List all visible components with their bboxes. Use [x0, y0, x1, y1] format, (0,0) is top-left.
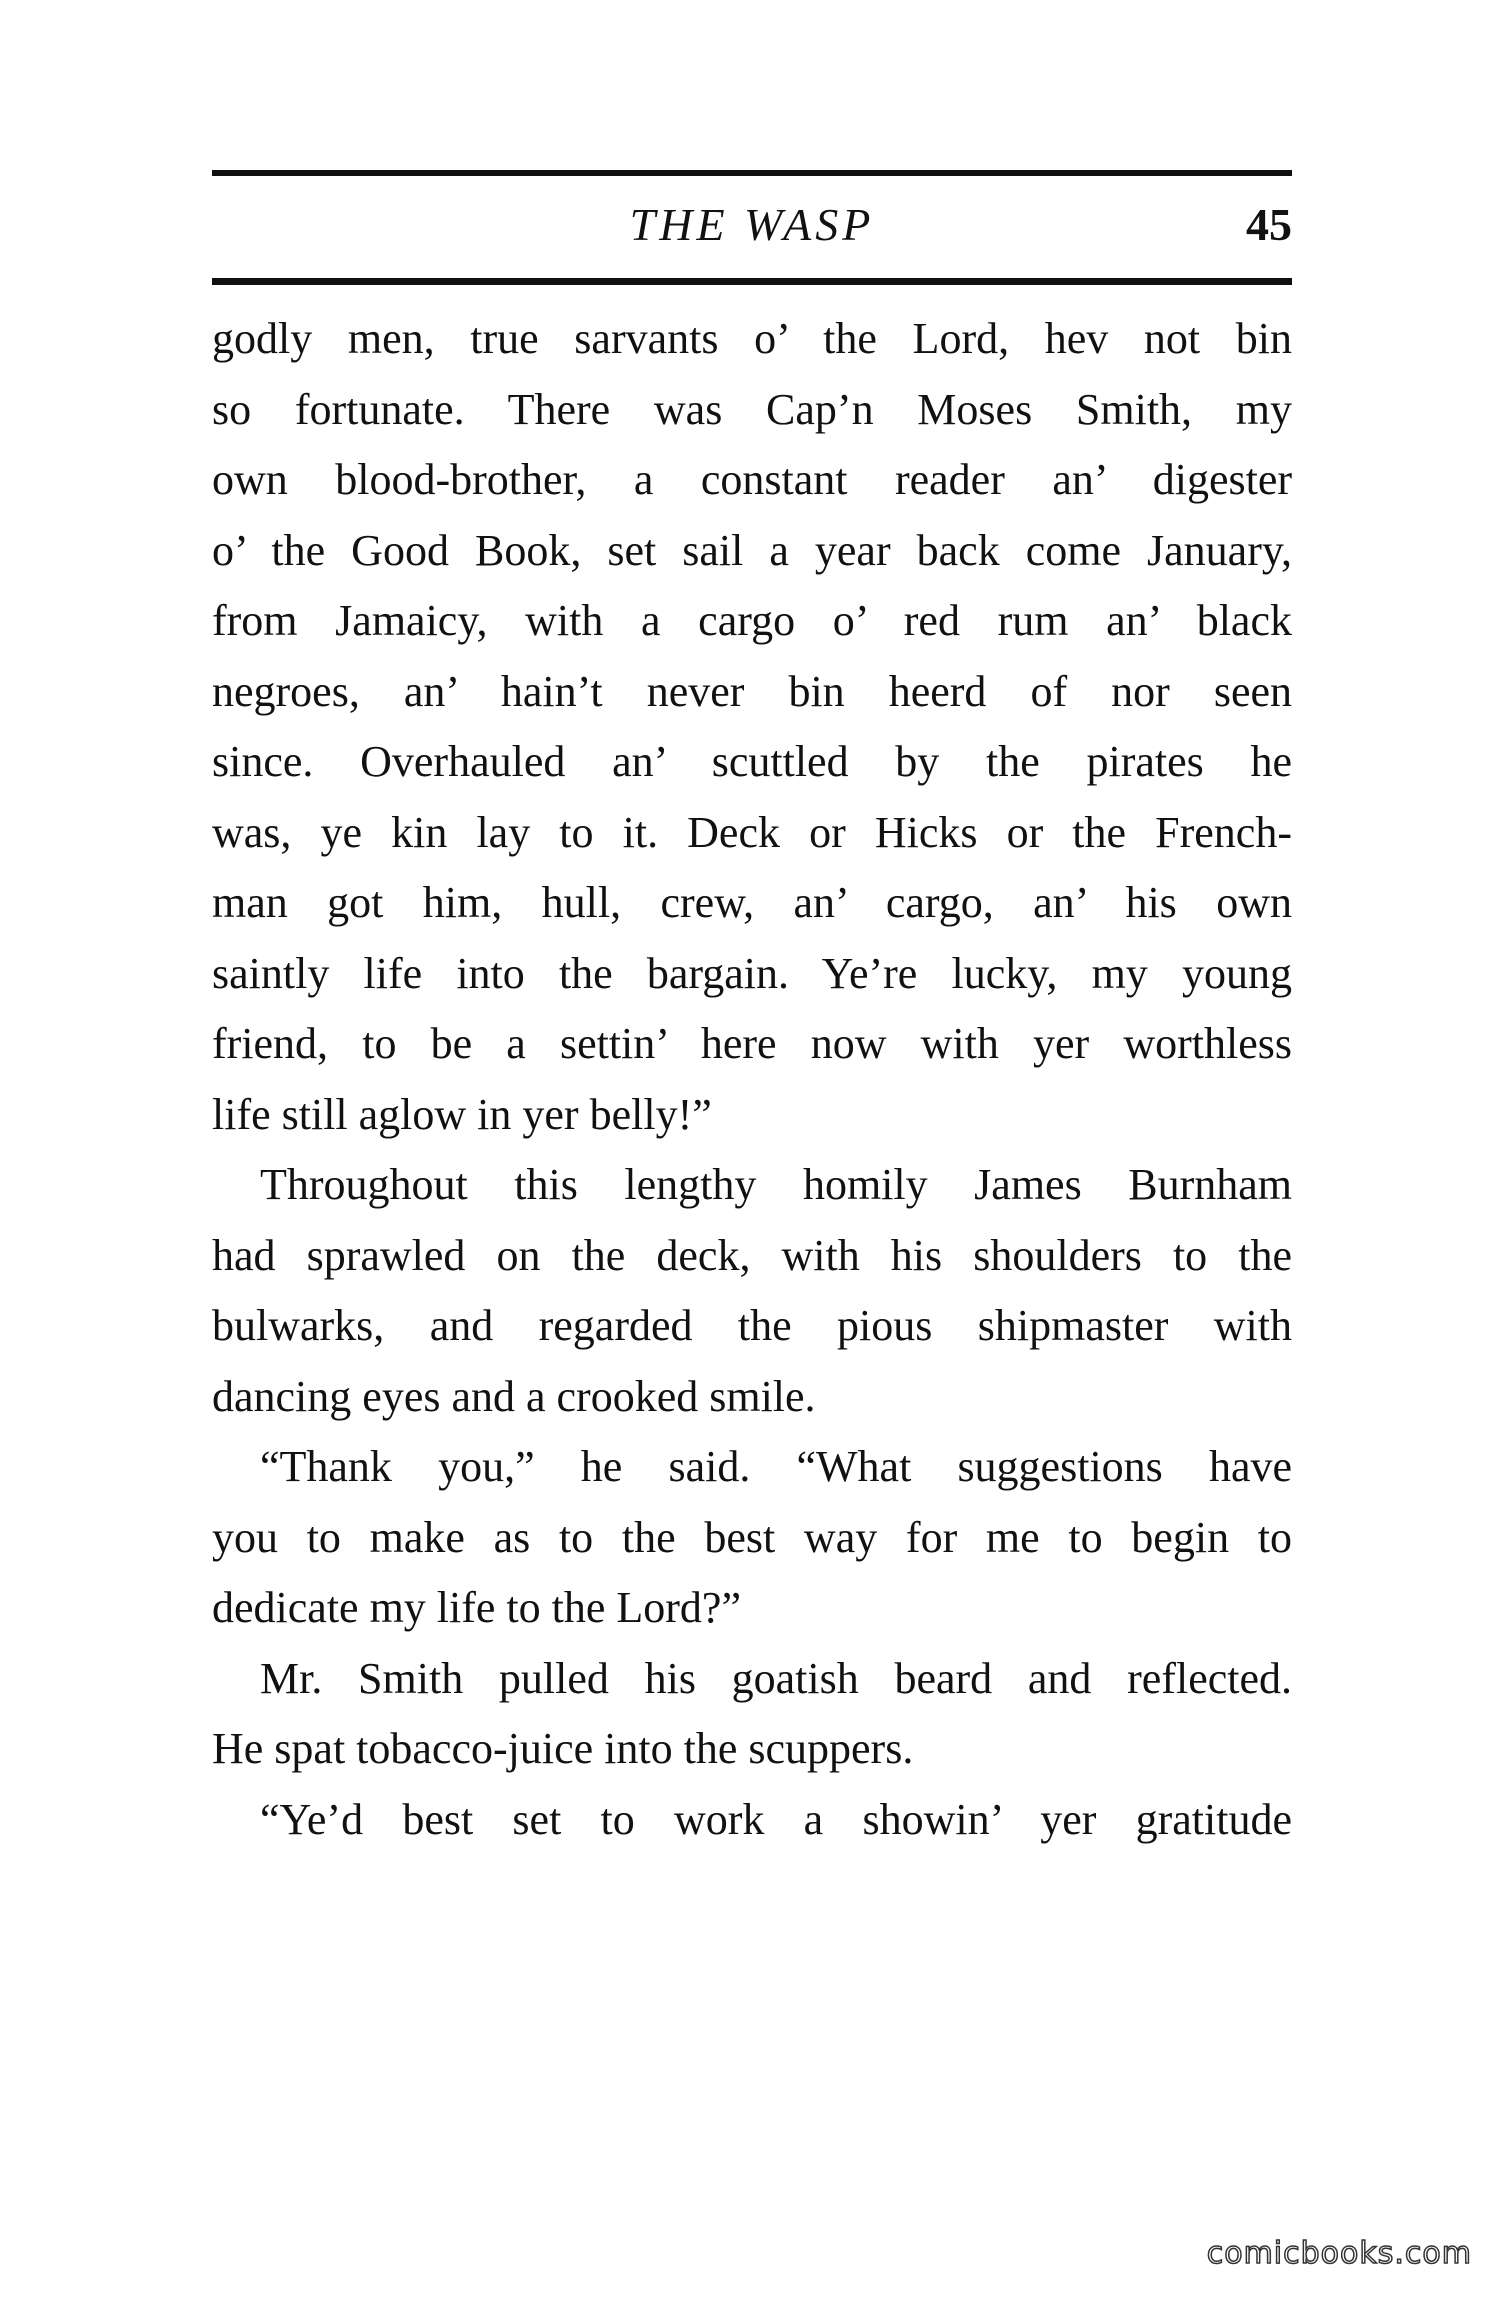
- text-line: friend, to be a settin’ here now with yer worthless: [212, 1019, 1292, 1068]
- text-line: “Ye’d best set to work a showin’ yer gratitude: [260, 1794, 1292, 1844]
- text-line: godly men, true sarvants o’ the Lord, hev not bin: [212, 314, 1292, 363]
- body-text: [212, 304, 1292, 1855]
- text-line: saintly life into the bargain. Ye’re lucky, my young: [212, 948, 1292, 998]
- text-line: Mr. Smith pulled his goatish beard and reflected.: [260, 1653, 1292, 1703]
- text-line: so fortunate. There was Cap’n Moses Smith, my: [212, 384, 1292, 434]
- text-line: dancing eyes and a crooked smile.: [212, 1371, 816, 1421]
- text-line: bulwarks, and regarded the pious shipmaster with: [212, 1301, 1292, 1350]
- text-line: “Thank you,” he said. “What suggestions have: [260, 1442, 1292, 1491]
- book-page: [212, 0, 1292, 2297]
- running-head-title: THE WASP: [629, 199, 875, 250]
- text-line: dedicate my life to the Lord?”: [212, 1583, 741, 1632]
- text-line: Throughout this lengthy homily James Burnham: [260, 1160, 1292, 1209]
- header-rule-bottom: [212, 278, 1292, 285]
- text-line: you to make as to the best way for me to begin to: [212, 1512, 1292, 1562]
- watermark-logo: comicbooks.com: [1206, 2236, 1472, 2271]
- text-line: negroes, an’ hain’t never bin heerd of nor seen: [212, 666, 1292, 716]
- text-line: from Jamaicy, with a cargo o’ red rum an’ black: [212, 596, 1292, 645]
- text-line: He spat tobacco-juice into the scuppers.: [212, 1724, 914, 1773]
- text-line: was, ye kin lay to it. Deck or Hicks or the French-: [212, 807, 1292, 857]
- text-line: o’ the Good Book, set sail a year back come January,: [212, 525, 1292, 575]
- running-head: [212, 190, 1292, 260]
- text-line: since. Overhauled an’ scuttled by the pirates he: [212, 737, 1292, 786]
- text-line: own blood-brother, a constant reader an’ digester: [212, 455, 1292, 504]
- page-number: 45: [1246, 199, 1292, 250]
- text-line: life still aglow in yer belly!”: [212, 1089, 712, 1139]
- header-rule-top: [212, 170, 1292, 176]
- text-line: had sprawled on the deck, with his shoulders to the: [212, 1230, 1292, 1280]
- text-line: man got him, hull, crew, an’ cargo, an’ his own: [212, 878, 1292, 927]
